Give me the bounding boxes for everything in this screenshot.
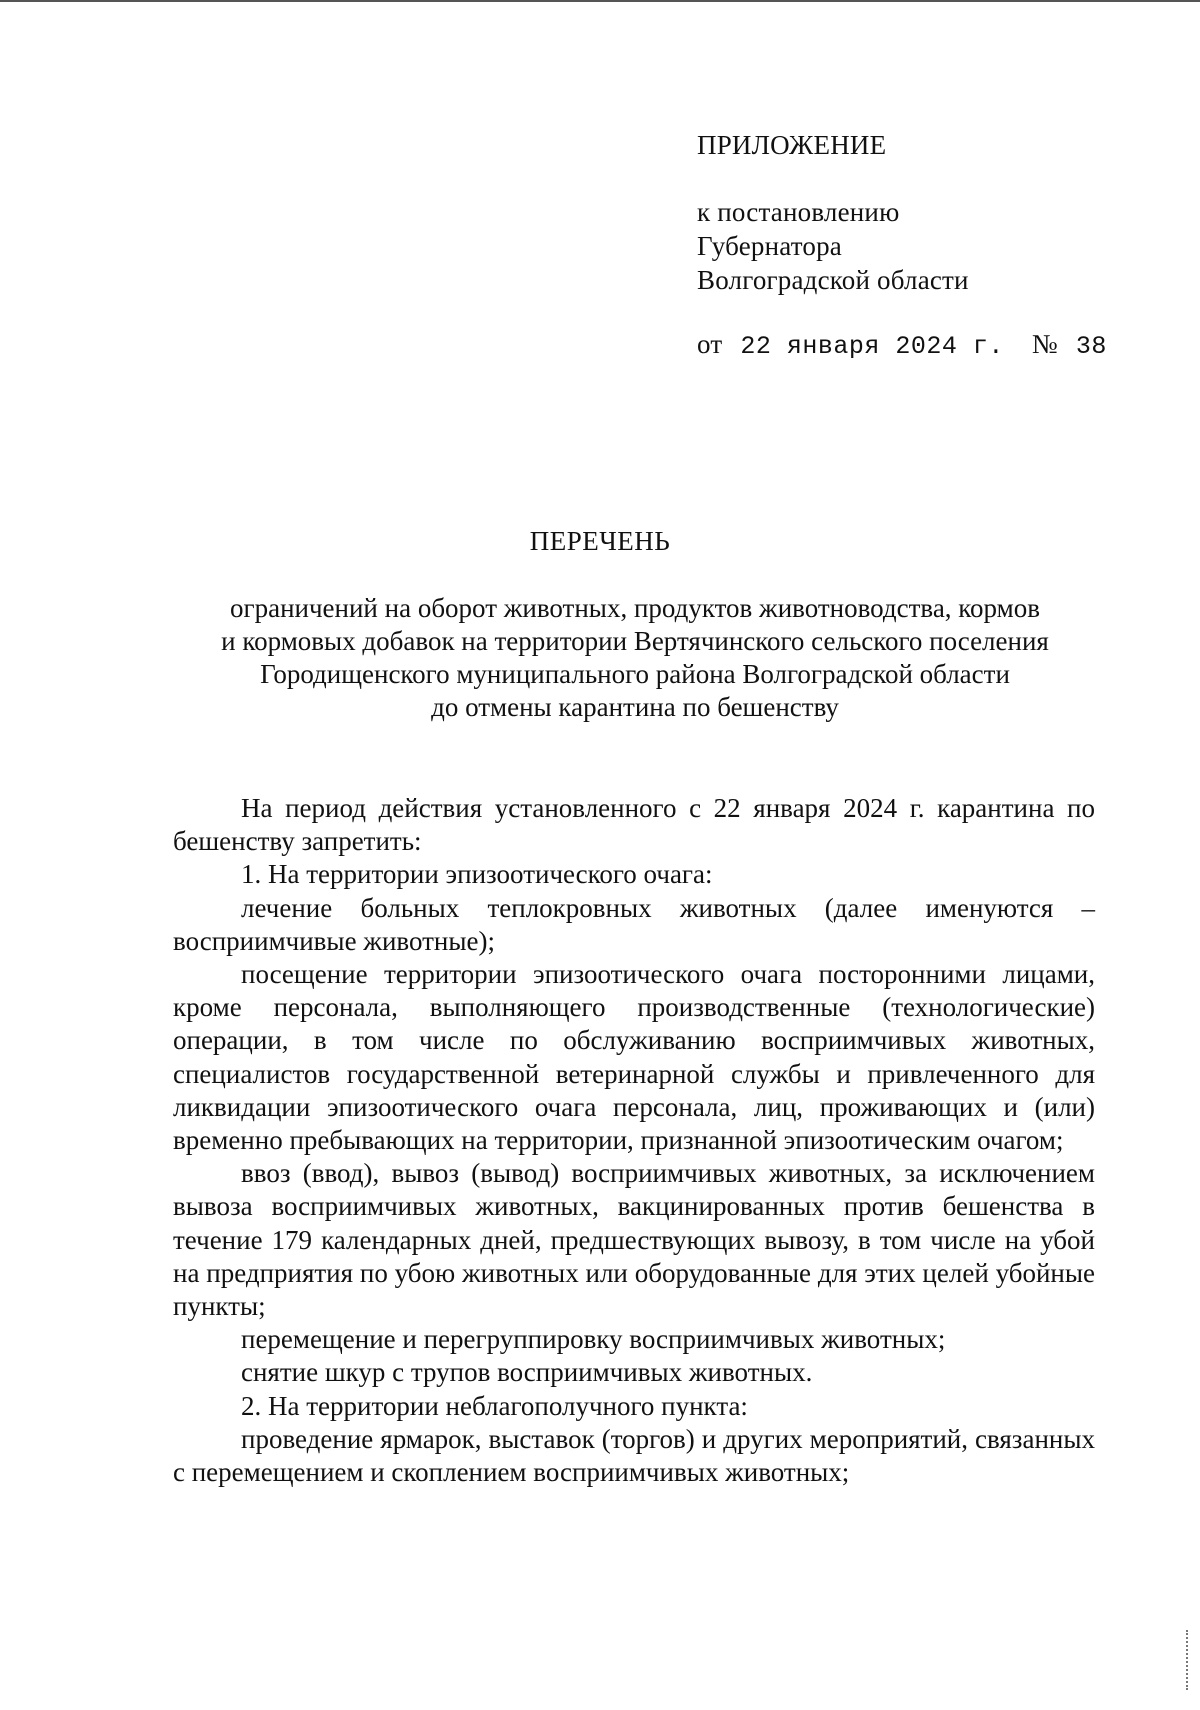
document-body (173, 792, 1095, 1489)
decree-number: 38 (1075, 332, 1107, 361)
document-subtitle (170, 592, 1100, 724)
body-paragraph: проведение ярмарок, выставок (торгов) и других мероприятий, связанных с перемещением и скоплением восприимчивых животных; (173, 1423, 1095, 1488)
appendix-line: Губернатора (697, 231, 842, 261)
number-sign: № (1031, 329, 1058, 359)
subtitle-line: ограничений на оборот животных, продуктов животноводства, кормов (230, 593, 1040, 623)
body-paragraph: снятие шкур с трупов восприимчивых животных. (241, 1357, 813, 1388)
appendix-date-line (697, 327, 1107, 364)
subtitle-line: и кормовых добавок на территории Вертячинского сельского поселения (221, 626, 1049, 656)
body-paragraph: ввоз (ввод), вывоз (вывод) восприимчивых животных, за исключением вывоза восприимчивых животных, вакцинированных против бешенства в течение 179 календарных дней, предшествующих вывозу, в том числе на убой на предприятия по убою животных или оборудованные для этих целей убойные пункты; (173, 1158, 1095, 1322)
appendix-block (697, 128, 1107, 364)
body-paragraph: 1. На территории эпизоотического очага: (241, 859, 713, 890)
scan-edge-line (0, 0, 1200, 2)
subtitle-line: Городищенского муниципального района Волгоградской области (260, 659, 1010, 689)
body-paragraph: посещение территории эпизоотического очага посторонними лицами, кроме персонала, выполняющего производственные (технологические) операции, в том числе по обслуживанию восприимчивых животных, специалистов государственной ветеринарной службы и привлеченного для ликвидации эпизоотического очага персонала, лиц, проживающих и (или) временно пребывающих на территории, признанной эпизоотическим очагом; (173, 959, 1095, 1156)
document-title: ПЕРЕЧЕНЬ (529, 526, 671, 556)
scan-edge-marks (1186, 1630, 1190, 1690)
subtitle-line: до отмены карантина по бешенству (431, 692, 839, 722)
appendix-heading: ПРИЛОЖЕНИЕ (697, 130, 887, 160)
body-paragraph: лечение больных теплокровных животных (далее именуются – восприимчивые животные); (173, 892, 1095, 956)
appendix-line: к постановлению (697, 197, 900, 227)
appendix-line: Волгоградской области (697, 265, 969, 295)
date-prefix: от (697, 329, 723, 359)
body-paragraph: перемещение и перегруппировку восприимчивых животных; (241, 1324, 946, 1355)
body-paragraph: На период действия установленного с 22 января 2024 г. карантина по бешенству запретить: (173, 793, 1095, 857)
body-paragraph: 2. На территории неблагополучного пункта: (241, 1390, 748, 1421)
decree-date: 22 января 2024 г. (740, 332, 1004, 361)
